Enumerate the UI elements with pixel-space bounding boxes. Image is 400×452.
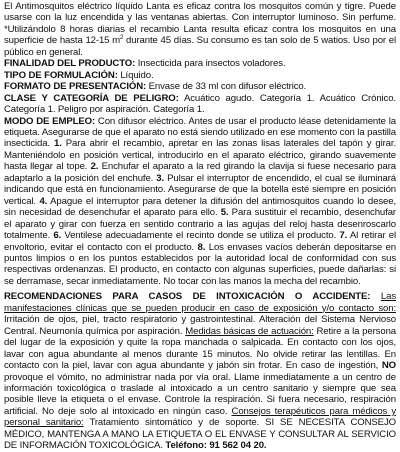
modo-label: MODO DE EMPLEO: xyxy=(4,115,96,127)
step-number-4: 4. xyxy=(39,195,48,207)
toxicology-phone: Teléfono: 91 562 04 20. xyxy=(165,440,267,452)
recomendaciones-paragraph xyxy=(4,291,396,451)
step-number-2: 2. xyxy=(90,161,99,173)
step-number-6: 6. xyxy=(53,230,62,242)
modo-text-0: Con difusor eléctrico. Antes de usar el producto léase detenidamente la etiqueta. Asegurarse de que el aparato no está siendo utilizado en ese momento con la pastilla insecticida. xyxy=(4,115,396,150)
manifestaciones-text: Irritación de ojos, piel, tracto respiratorio y gastrointestinal. Alteración del Sistema Nervioso Central. Neumonía química por aspiración. xyxy=(4,314,396,337)
step-number-8: 8. xyxy=(197,241,206,253)
intro-paragraph xyxy=(4,1,396,58)
modo-paragraph xyxy=(4,116,396,288)
step-text-1: Para abrir el recambio, apretar en las zonas lisas laterales del tapón y girar. Manteniéndolo en posición vertical, introducirlo en el aparato eléctrico, girando suavemente hasta llegar al tope. xyxy=(4,138,396,173)
intro-text-2: durante 45 días. Su consumo es tan solo de 5 watios. Uso por el público en general. xyxy=(4,35,396,58)
manifestaciones-heading: Las manifestaciones clínicas que se pueden producir en caso de exposición y/o contacto son: xyxy=(4,291,397,314)
finalidad-label: FINALIDAD DEL PRODUCTO: xyxy=(4,58,136,70)
clase-label: CLASE Y CATEGORÍA DE PELIGRO: xyxy=(4,92,179,104)
recomendaciones-label: RECOMENDACIONES PARA CASOS DE INTOXICACIÓN O ACCIDENTE: xyxy=(4,291,371,303)
no-emphasis: NO xyxy=(381,360,396,372)
step-number-7: 7. xyxy=(339,230,348,242)
step-number-1: 1. xyxy=(54,138,62,150)
formato-label: FORMATO DE PRESENTACIÓN: xyxy=(4,81,147,93)
formato-paragraph xyxy=(4,81,396,92)
medidas-heading: Medidas básicas de actuación: xyxy=(185,325,314,337)
step-text-3: Pulsar el interruptor de encendido, el cual se iluminará indicando que está en funcionamiento. Asegurarse de que la botella esté siempre en posición vertical. xyxy=(4,172,396,207)
intro-text-1: El Antimosquitos eléctrico líquido Lanta es eficaz contra los mosquitos común y tigre. Puede usarse con la luz encendida y las ventanas abiertas. Con interruptor luminoso. Sin perfume. *Utilizándolo 8 horas diarias el recambio Lanta resulta eficaz contra los mosquitos en una superficie de hasta 12-15 m xyxy=(4,1,396,47)
step-number-3: 3. xyxy=(156,172,165,184)
step-text-7: Al retirar el envoltorio, evitar el contacto con el producto. xyxy=(4,230,396,253)
medidas-text-2: provoque el vómito, no administrar nada por vía oral. Llame inmediatamente a un centro de información toxicológica o traslade al intoxicado a un centro sanitario y siempre que sea posible lleve la etiqueta o el envase. Controle la respiración. Si fuera necesario, respiración artificial. No deje solo al intoxicado en ningún caso. xyxy=(4,371,396,417)
clase-paragraph xyxy=(4,93,396,116)
step-number-5: 5. xyxy=(220,207,229,219)
clase-value: Acuático agudo. Categoría 1. Acuático Crónico. Categoría 1. Peligro por aspiración. Categoría 1. xyxy=(4,92,396,116)
consejos-heading: Consejos terapéuticos para médicos y personal sanitario: xyxy=(4,405,396,429)
tipo-label: TIPO DE FORMULACIÓN: xyxy=(4,69,118,81)
step-text-5: Para sustituir el recambio, desenchufar el aparato y girar con fuerza en sentido contrario a las agujas del reloj hasta desenroscarlo totalmente. xyxy=(4,207,396,242)
step-text-6: Ventilese adecuadamente el recinto donde se utiliza el producto. xyxy=(61,230,340,242)
tipo-value: Líquido. xyxy=(117,69,154,81)
finalidad-value: Insecticida para insectos voladores. xyxy=(135,58,286,70)
step-text-2: Enchufar el aparato a la red girando la clavija si fuese necesario para adaptarlo a la posición del enchufe. xyxy=(4,161,396,184)
intro-superscript: 2 xyxy=(120,35,124,42)
formato-value: Envase de 33 ml con difusor eléctrico. xyxy=(146,81,307,93)
tipo-paragraph xyxy=(4,70,396,81)
medidas-text: Retire a la persona del lugar de la exposición y quite la ropa manchada o salpicada. En contacto con los ojos, lavar con agua abundante al menos durante 15 minutos. No olvide retirar las lentillas. En contacto con la piel, lavar con agua abundante y jabón sin frotar. En caso de ingestión, xyxy=(4,325,396,372)
consejos-text: Tratamiento sintomático y de soporte. SI SE NECESITA CONSEJO MÉDICO, MANTENGA A MANO LA ETIQUETA O EL ENVASE Y CONSULTAR AL SERVICIO DE INFORMACIÓN TOXICOLÓGICA. xyxy=(4,417,396,452)
step-text-4: Apague el interruptor para detener la difusión del antimosquitos cuando lo desee, sin necesidad de desenchufar el aparato para ello. xyxy=(4,195,396,219)
finalidad-paragraph xyxy=(4,58,396,69)
step-text-8: Los envases vacíos deberán depositarse en puntos limpios o en los puntos establecidos por la autoridad local de conformidad con sus respectivas ordenanzas. El producto, en contacto con algunas superficies, puede dañarlas: si se derramase, secar inmediatamente. No tocar con las manos la mecha del recambio. xyxy=(4,241,396,287)
